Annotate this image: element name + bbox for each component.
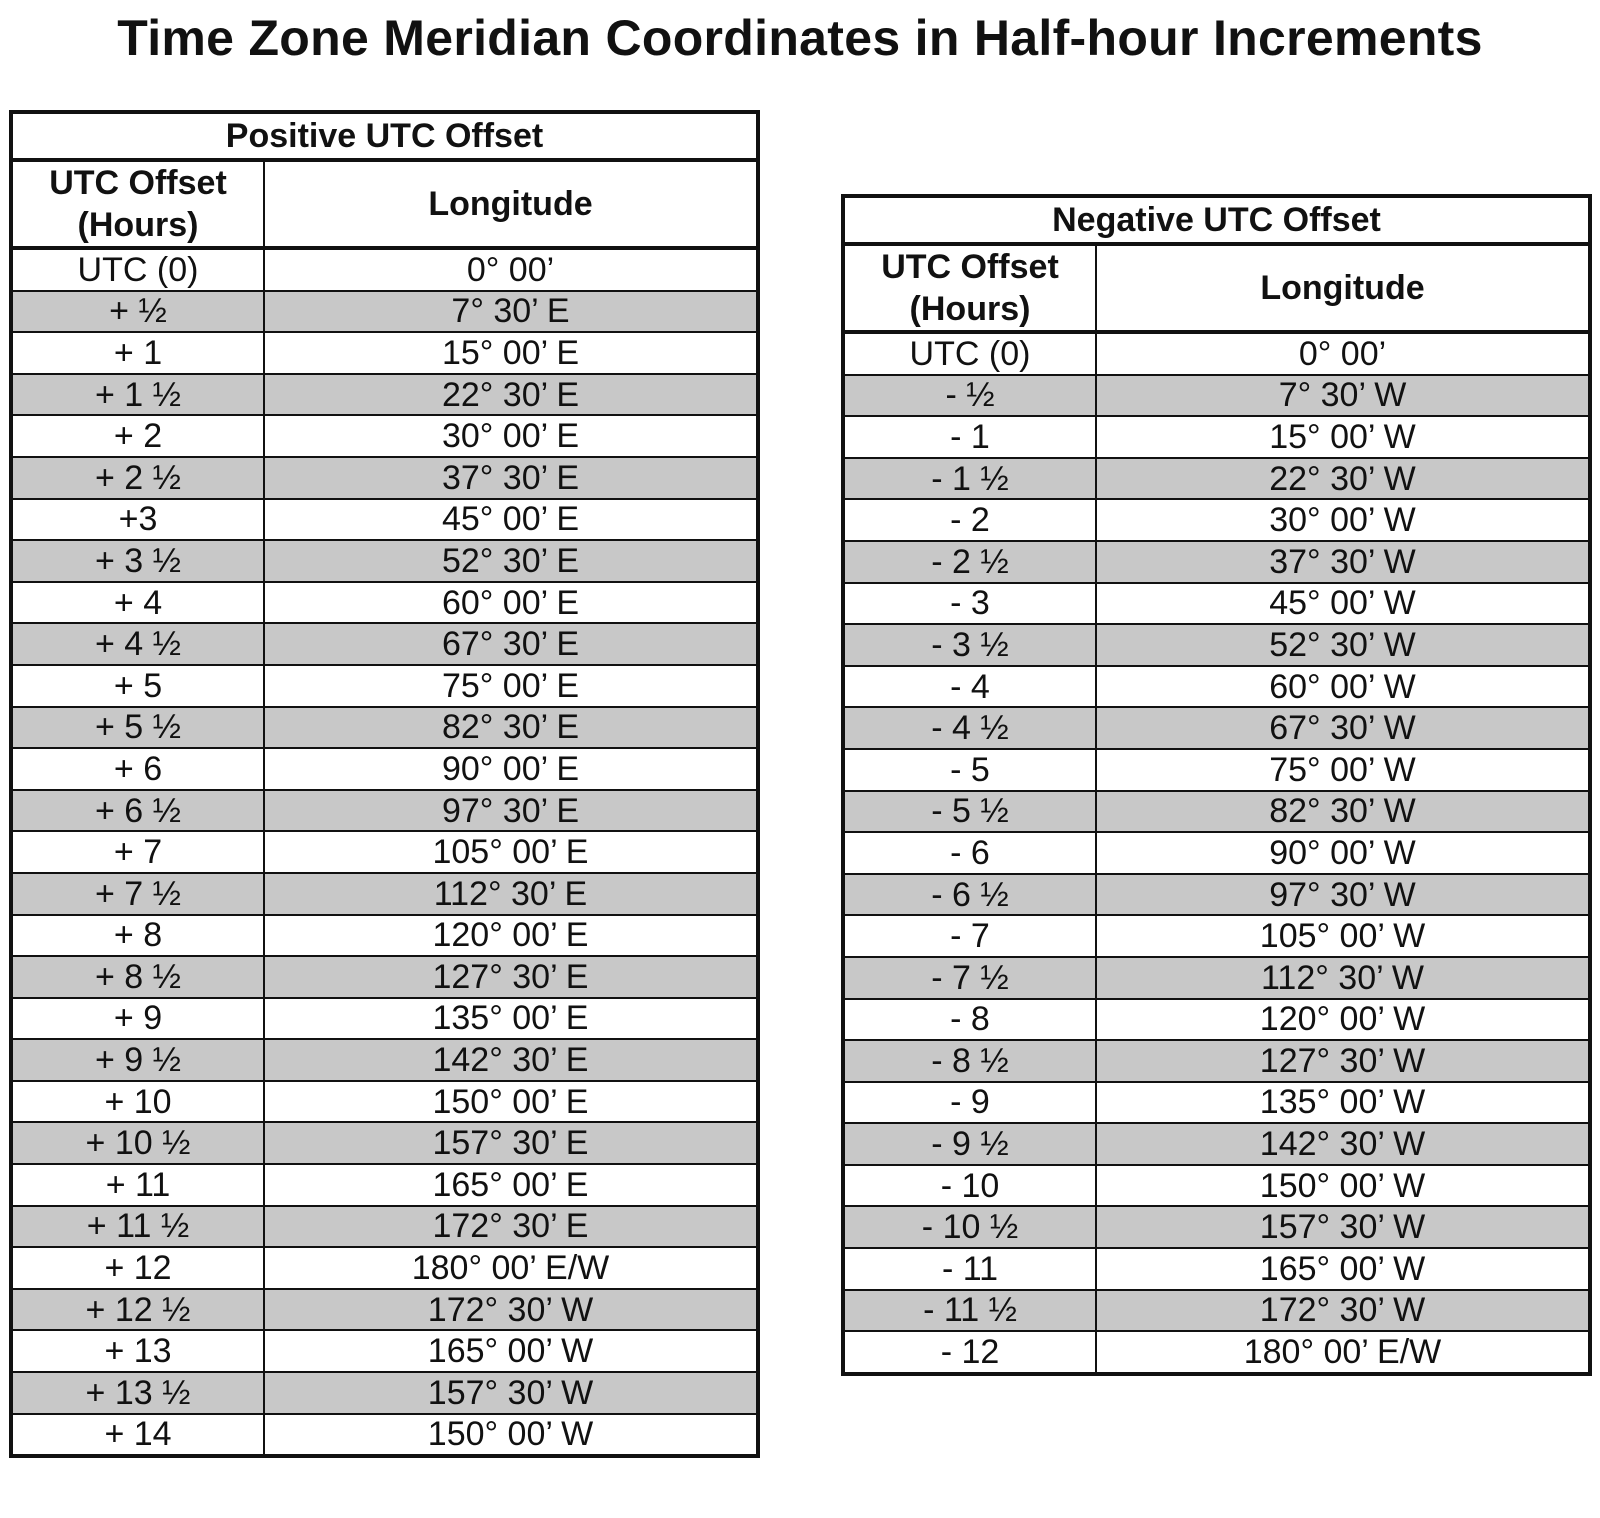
utc-offset-cell: +3 [11, 499, 264, 541]
utc-offset-cell: - 6 [843, 832, 1096, 874]
negative-offset-header: Negative UTC Offset [843, 196, 1590, 244]
table-row [843, 999, 1590, 1041]
longitude-cell: 15° 00’ E [264, 332, 758, 374]
longitude-cell: 52° 30’ W [1096, 624, 1590, 666]
table-row [843, 874, 1590, 916]
page-title: Time Zone Meridian Coordinates in Half-hour Increments [117, 10, 1483, 66]
table-row [11, 499, 758, 541]
table-row [11, 1247, 758, 1289]
utc-offset-column-header [11, 160, 264, 248]
longitude-cell: 67° 30’ W [1096, 707, 1590, 749]
longitude-cell: 135° 00’ W [1096, 1082, 1590, 1124]
longitude-cell: 120° 00’ W [1096, 999, 1590, 1041]
table-row [843, 1040, 1590, 1082]
utc-offset-cell: - 5 [843, 749, 1096, 791]
longitude-cell: 0° 00’ [1096, 332, 1590, 375]
positive-offset-rows [11, 248, 758, 1456]
table-row [11, 790, 758, 832]
table-row [843, 375, 1590, 417]
longitude-cell: 105° 00’ E [264, 831, 758, 873]
table-row [843, 1206, 1590, 1248]
utc-offset-cell: + 12 ½ [11, 1289, 264, 1331]
utc-offset-cell: + 8 ½ [11, 956, 264, 998]
longitude-cell: 30° 00’ W [1096, 499, 1590, 541]
longitude-cell: 60° 00’ W [1096, 666, 1590, 708]
utc-offset-cell: + 1 [11, 332, 264, 374]
table-row [11, 623, 758, 665]
longitude-cell: 67° 30’ E [264, 623, 758, 665]
utc-offset-cell: - 4 [843, 666, 1096, 708]
utc-offset-cell: + 11 ½ [11, 1206, 264, 1248]
utc-offset-cell: + 6 ½ [11, 790, 264, 832]
table-row [11, 374, 758, 416]
utc-offset-cell: + 14 [11, 1414, 264, 1457]
longitude-cell: 142° 30’ E [264, 1039, 758, 1081]
utc-offset-cell: - 1 ½ [843, 458, 1096, 500]
utc-offset-cell: + 5 ½ [11, 707, 264, 749]
utc-offset-cell: - 3 [843, 583, 1096, 625]
utc-offset-cell: - 3 ½ [843, 624, 1096, 666]
longitude-cell: 127° 30’ W [1096, 1040, 1590, 1082]
utc-offset-cell: + 3 ½ [11, 540, 264, 582]
longitude-column-header: Longitude [264, 160, 758, 248]
longitude-cell: 97° 30’ E [264, 790, 758, 832]
utc-offset-cell: + 2 ½ [11, 457, 264, 499]
table-row [843, 1248, 1590, 1290]
utc-offset-cell: - 5 ½ [843, 791, 1096, 833]
longitude-cell: 165° 00’ W [264, 1330, 758, 1372]
utc-offset-cell: - 8 [843, 999, 1096, 1041]
longitude-cell: 150° 00’ W [1096, 1165, 1590, 1207]
longitude-cell: 105° 00’ W [1096, 915, 1590, 957]
longitude-cell: 172° 30’ W [1096, 1290, 1590, 1332]
longitude-cell: 157° 30’ E [264, 1122, 758, 1164]
utc-offset-cell: + 7 ½ [11, 873, 264, 915]
longitude-cell: 90° 00’ E [264, 748, 758, 790]
table-row [11, 1372, 758, 1414]
longitude-cell: 60° 00’ E [264, 582, 758, 624]
table-group-header-row [843, 196, 1590, 244]
longitude-cell: 172° 30’ E [264, 1206, 758, 1248]
longitude-cell: 30° 00’ E [264, 415, 758, 457]
longitude-cell: 127° 30’ E [264, 956, 758, 998]
longitude-cell: 45° 00’ E [264, 499, 758, 541]
longitude-cell: 75° 00’ W [1096, 749, 1590, 791]
longitude-cell: 97° 30’ W [1096, 874, 1590, 916]
table-row [843, 832, 1590, 874]
table-row [11, 1330, 758, 1372]
longitude-cell: 7° 30’ W [1096, 375, 1590, 417]
utc-offset-cell: + 1 ½ [11, 374, 264, 416]
longitude-cell: 7° 30’ E [264, 291, 758, 333]
longitude-cell: 37° 30’ W [1096, 541, 1590, 583]
table-row [843, 499, 1590, 541]
table-row [843, 583, 1590, 625]
longitude-cell: 135° 00’ E [264, 998, 758, 1040]
table-row [843, 624, 1590, 666]
utc-offset-cell: - 4 ½ [843, 707, 1096, 749]
utc-offset-cell: + 5 [11, 665, 264, 707]
table-row [843, 1123, 1590, 1165]
table-row [843, 749, 1590, 791]
table-row [11, 748, 758, 790]
table-row [843, 666, 1590, 708]
utc-offset-cell: - 10 ½ [843, 1206, 1096, 1248]
table-row [11, 873, 758, 915]
utc-offset-cell: - 8 ½ [843, 1040, 1096, 1082]
table-row [11, 457, 758, 499]
utc-offset-cell: + 4 [11, 582, 264, 624]
longitude-cell: 37° 30’ E [264, 457, 758, 499]
longitude-cell: 90° 00’ W [1096, 832, 1590, 874]
table-row [843, 1331, 1590, 1374]
utc-offset-cell: + 11 [11, 1164, 264, 1206]
longitude-cell: 22° 30’ E [264, 374, 758, 416]
table-row [11, 1206, 758, 1248]
utc-offset-cell: - 11 [843, 1248, 1096, 1290]
longitude-column-header: Longitude [1096, 244, 1590, 332]
longitude-cell: 157° 30’ W [264, 1372, 758, 1414]
longitude-cell: 157° 30’ W [1096, 1206, 1590, 1248]
table-row [11, 1414, 758, 1457]
utc-offset-cell: - 12 [843, 1331, 1096, 1374]
longitude-cell: 180° 00’ E/W [1096, 1331, 1590, 1374]
utc-offset-cell: + 9 ½ [11, 1039, 264, 1081]
utc-offset-cell: - ½ [843, 375, 1096, 417]
table-row [11, 1164, 758, 1206]
utc-offset-cell: + ½ [11, 291, 264, 333]
utc-offset-cell: - 9 ½ [843, 1123, 1096, 1165]
utc-offset-cell: + 7 [11, 831, 264, 873]
longitude-cell: 165° 00’ W [1096, 1248, 1590, 1290]
utc-offset-column-label: UTC Offset (Hours) [881, 248, 1059, 328]
longitude-cell: 22° 30’ W [1096, 458, 1590, 500]
longitude-cell: 15° 00’ W [1096, 416, 1590, 458]
table-row [843, 541, 1590, 583]
table-group-header-row [11, 112, 758, 160]
table-row [843, 458, 1590, 500]
utc-offset-cell: + 13 [11, 1330, 264, 1372]
utc-offset-cell: - 7 [843, 915, 1096, 957]
positive-offset-header: Positive UTC Offset [11, 112, 758, 160]
longitude-cell: 52° 30’ E [264, 540, 758, 582]
table-column-header-row [843, 244, 1590, 332]
longitude-cell: 142° 30’ W [1096, 1123, 1590, 1165]
table-row [843, 332, 1590, 375]
table-row [11, 1289, 758, 1331]
table-row [11, 1039, 758, 1081]
table-row [11, 707, 758, 749]
longitude-cell: 82° 30’ W [1096, 791, 1590, 833]
utc-offset-cell: + 9 [11, 998, 264, 1040]
table-row [843, 416, 1590, 458]
utc-offset-cell: + 4 ½ [11, 623, 264, 665]
table-row [11, 415, 758, 457]
table-row [843, 1290, 1590, 1332]
table-row [11, 665, 758, 707]
utc-offset-cell: + 10 [11, 1081, 264, 1123]
utc-offset-cell: + 10 ½ [11, 1122, 264, 1164]
table-row [11, 998, 758, 1040]
longitude-cell: 172° 30’ W [264, 1289, 758, 1331]
table-column-header-row [11, 160, 758, 248]
longitude-cell: 150° 00’ W [264, 1414, 758, 1457]
table-row [843, 1165, 1590, 1207]
negative-offset-table [841, 194, 1592, 1376]
utc-offset-cell: UTC (0) [11, 248, 264, 291]
utc-offset-cell: + 8 [11, 915, 264, 957]
negative-offset-rows [843, 332, 1590, 1374]
table-row [843, 915, 1590, 957]
table-row [11, 1081, 758, 1123]
utc-offset-column-label: UTC Offset (Hours) [49, 164, 227, 244]
table-row [11, 915, 758, 957]
longitude-cell: 112° 30’ E [264, 873, 758, 915]
table-row [11, 248, 758, 291]
utc-offset-cell: - 11 ½ [843, 1290, 1096, 1332]
utc-offset-cell: - 10 [843, 1165, 1096, 1207]
longitude-cell: 150° 00’ E [264, 1081, 758, 1123]
table-row [11, 540, 758, 582]
table-row [11, 956, 758, 998]
longitude-cell: 75° 00’ E [264, 665, 758, 707]
table-row [843, 707, 1590, 749]
utc-offset-cell: + 6 [11, 748, 264, 790]
longitude-cell: 165° 00’ E [264, 1164, 758, 1206]
utc-offset-cell: + 13 ½ [11, 1372, 264, 1414]
table-row [11, 1122, 758, 1164]
table-row [11, 332, 758, 374]
positive-offset-table [9, 110, 760, 1458]
longitude-cell: 180° 00’ E/W [264, 1247, 758, 1289]
table-row [11, 582, 758, 624]
utc-offset-cell: - 9 [843, 1082, 1096, 1124]
utc-offset-cell: - 6 ½ [843, 874, 1096, 916]
table-row [843, 791, 1590, 833]
table-row [843, 957, 1590, 999]
table-row [11, 291, 758, 333]
utc-offset-cell: - 2 ½ [843, 541, 1096, 583]
table-row [11, 831, 758, 873]
longitude-cell: 82° 30’ E [264, 707, 758, 749]
utc-offset-cell: + 12 [11, 1247, 264, 1289]
longitude-cell: 120° 00’ E [264, 915, 758, 957]
utc-offset-cell: - 7 ½ [843, 957, 1096, 999]
longitude-cell: 45° 00’ W [1096, 583, 1590, 625]
utc-offset-cell: + 2 [11, 415, 264, 457]
utc-offset-cell: UTC (0) [843, 332, 1096, 375]
longitude-cell: 0° 00’ [264, 248, 758, 291]
utc-offset-cell: - 2 [843, 499, 1096, 541]
utc-offset-cell: - 1 [843, 416, 1096, 458]
longitude-cell: 112° 30’ W [1096, 957, 1590, 999]
utc-offset-column-header [843, 244, 1096, 332]
table-row [843, 1082, 1590, 1124]
